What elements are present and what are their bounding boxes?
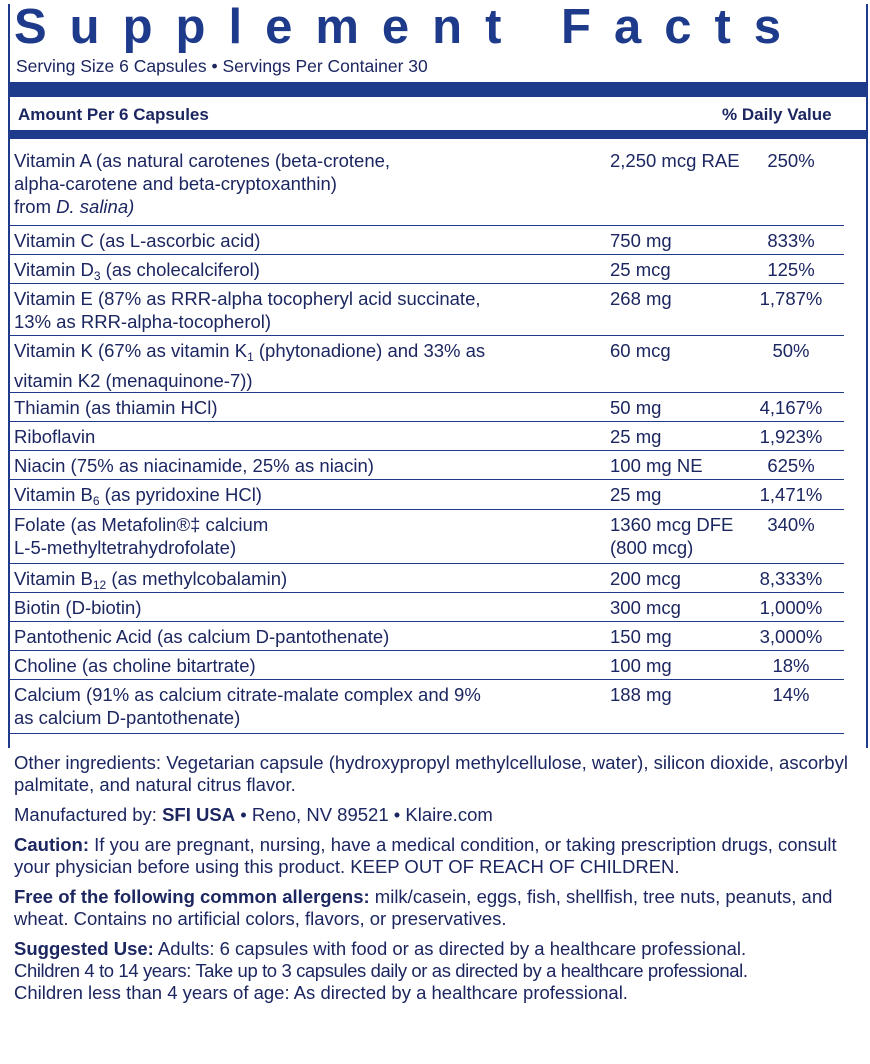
- table-row: [8, 284, 844, 336]
- nutrient-daily-value: 340%: [767, 514, 815, 535]
- children-4-14-use: Children 4 to 14 years: Take up to 3 capsules daily or as directed by a healthcare professional.: [14, 960, 748, 981]
- header-divider: [8, 130, 868, 139]
- table-row: [8, 564, 844, 593]
- nutrient-name: Thiamin (as thiamin HCl): [14, 397, 218, 418]
- nutrient-daily-value: 1,000%: [759, 597, 823, 618]
- table-row: [8, 336, 844, 393]
- nutrient-daily-value: 125%: [767, 259, 815, 280]
- nutrient-daily-value: 3,000%: [759, 626, 823, 647]
- nutrient-name: Vitamin $D_3$ (as cholecalciferol): [14, 259, 260, 283]
- other-ingredients: Other ingredients: Vegetarian capsule (hydroxypropyl methylcellulose, water), silicon dioxide, ascorbyl palmitate, and natural citrus flavor.: [14, 752, 848, 795]
- nutrient-daily-value: 14%: [772, 684, 810, 705]
- table-row: [8, 622, 844, 651]
- nutrient-daily-value: 8,333%: [759, 568, 823, 589]
- nutrient-daily-value: 833%: [767, 230, 815, 251]
- nutrient-amount: 268 mg: [610, 288, 672, 309]
- nutrient-daily-value: 50%: [772, 340, 810, 361]
- table-row: [8, 255, 844, 284]
- table-row: [8, 480, 844, 510]
- table-row: [8, 651, 844, 680]
- nutrient-amount: 750 mg: [610, 230, 672, 251]
- nutrient-name: Niacin (75% as niacinamide, 25% as niacin): [14, 455, 374, 476]
- nutrient-name: Vitamin C (as L-ascorbic acid): [14, 230, 261, 251]
- nutrient-daily-value: 1,471%: [759, 484, 823, 505]
- nutrient-name: Vitamin E (87% as RRR-alpha tocopheryl acid succinate, 13% as RRR-alpha-tocopherol): [14, 288, 481, 332]
- nutrient-name: Biotin (D-biotin): [14, 597, 142, 618]
- nutrient-amount: 50 mg: [610, 397, 662, 418]
- nutrient-amount: 60 mcg: [610, 340, 671, 361]
- nutrient-name: Vitamin K (67% as vitamin $K_1$ (phytonadione) and 33% as vitamin K2 (menaquinone-7)): [14, 340, 486, 391]
- nutrient-name: Vitamin A (as natural carotenes (beta-crotene, alpha-carotene and beta-cryptoxanthin) from D. salina): [14, 150, 391, 217]
- nutrient-name: Pantothenic Acid (as calcium D-pantothenate): [14, 626, 390, 647]
- nutrient-daily-value: 1,787%: [759, 288, 823, 309]
- label-footer: [14, 752, 864, 1004]
- nutrient-name: Vitamin $B_{12}$ (as methylcobalamin): [14, 568, 288, 592]
- table-row: [8, 680, 844, 734]
- nutrient-daily-value: 250%: [767, 150, 815, 171]
- daily-value-label: % Daily Value: [722, 105, 832, 124]
- table-row: [8, 146, 844, 226]
- nutrient-table: [8, 146, 844, 734]
- serving-info: Serving Size 6 Capsules • Servings Per Container 30: [16, 56, 428, 76]
- suggested-use: Suggested Use: Adults: 6 capsules with food or as directed by a healthcare professional.: [14, 938, 747, 959]
- manufacturer-info: Manufactured by: SFI USA • Reno, NV 89521 • Klaire.com: [14, 804, 493, 825]
- nutrient-amount: 200 mcg: [610, 568, 681, 589]
- nutrient-name: Riboflavin: [14, 426, 96, 447]
- nutrient-name: Choline (as choline bitartrate): [14, 655, 256, 676]
- table-row: [8, 451, 844, 480]
- title-divider: [8, 82, 868, 97]
- table-row: [8, 510, 844, 564]
- table-row: [8, 422, 844, 451]
- nutrient-daily-value: 625%: [767, 455, 815, 476]
- children-under-4-use: Children less than 4 years of age: As directed by a healthcare professional.: [14, 982, 628, 1003]
- caution-text: Caution: If you are pregnant, nursing, have a medical condition, or taking prescription drugs, consult your physician before using this product. KEEP OUT OF REACH OF CHILDREN.: [14, 834, 837, 877]
- nutrient-daily-value: 18%: [772, 655, 810, 676]
- nutrient-amount: 150 mg: [610, 626, 672, 647]
- nutrient-amount: 25 mg: [610, 484, 662, 505]
- nutrient-amount: 2,250 mcg RAE: [610, 150, 740, 171]
- nutrient-name: Calcium (91% as calcium citrate-malate complex and 9% as calcium D-pantothenate): [14, 684, 481, 728]
- table-row: [8, 226, 844, 255]
- nutrient-amount: 300 mcg: [610, 597, 681, 618]
- allergen-statement: Free of the following common allergens: milk/casein, eggs, fish, shellfish, tree nuts, peanuts, and wheat. Contains no artificial colors, flavors, or preservatives.: [14, 886, 833, 929]
- panel-title: Supplement Facts: [14, 0, 805, 54]
- nutrient-daily-value: 1,923%: [759, 426, 823, 447]
- nutrient-name: Folate (as Metafolin®‡ calcium L-5-methyltetrahydrofolate): [14, 514, 269, 558]
- table-row: [8, 393, 844, 422]
- nutrient-amount: 25 mg: [610, 426, 662, 447]
- nutrient-amount: 188 mg: [610, 684, 672, 705]
- nutrient-amount: 100 mg NE: [610, 455, 703, 476]
- nutrient-amount: 25 mcg: [610, 259, 671, 280]
- table-row: [8, 593, 844, 622]
- nutrient-name: Vitamin $B_6$ (as pyridoxine HCl): [14, 484, 262, 508]
- table-header: [8, 97, 868, 133]
- nutrient-daily-value: 4,167%: [759, 397, 823, 418]
- nutrient-amount: 100 mg: [610, 655, 672, 676]
- amount-per-label: Amount Per 6 Capsules: [18, 105, 209, 124]
- nutrient-amount: 1360 mcg DFE (800 mcg): [610, 514, 734, 558]
